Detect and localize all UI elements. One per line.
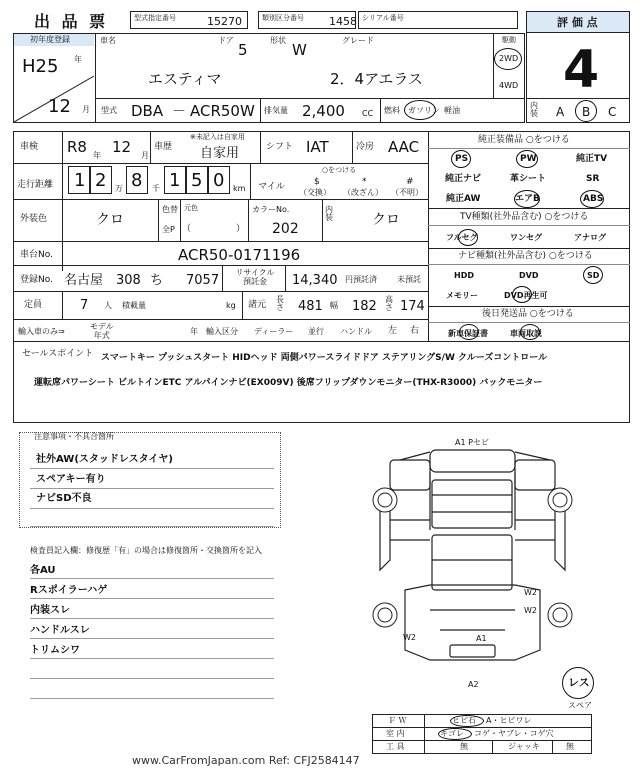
handle-left: 左 bbox=[388, 326, 398, 336]
shaken-label: 車検 bbox=[20, 142, 39, 152]
docs-warranty: 新車保証書 bbox=[448, 329, 488, 338]
model-spec-label: 型式指定番号 bbox=[134, 14, 176, 22]
docs-title: 後日発送品 ○をつける bbox=[482, 309, 574, 319]
fuel-circle bbox=[404, 100, 436, 120]
exterior-value: クロ bbox=[96, 212, 124, 228]
light-oil-label: 軽油 bbox=[444, 106, 460, 115]
inspection-item-3: 内装スレ bbox=[30, 605, 70, 616]
reg-year-unit: 年 bbox=[74, 55, 82, 64]
color-no-label: カラーNo. bbox=[252, 205, 290, 214]
tv-fullseg-circle bbox=[458, 229, 478, 246]
navi-sd: SD bbox=[587, 271, 600, 280]
mileage-digit-1: 1 bbox=[74, 170, 86, 191]
model-prefix: DBA bbox=[131, 102, 164, 120]
navi-sd-circle bbox=[583, 266, 603, 284]
color-no-value: 202 bbox=[272, 221, 299, 237]
navi-title: ナビ種類(社外品含む) ○をつける bbox=[458, 251, 593, 261]
recycle-status: 未預託 bbox=[397, 275, 421, 284]
interior-label: 内装 bbox=[530, 101, 538, 118]
equip-leather: 革シート bbox=[510, 174, 547, 184]
diagram-label-w2-left: W2 bbox=[403, 633, 416, 642]
width-label: 幅 bbox=[330, 301, 338, 310]
tv-oneseg: ワンセグ bbox=[510, 233, 542, 242]
mileage-km: km bbox=[233, 184, 246, 193]
mileage-digit-2: 2 bbox=[95, 170, 107, 191]
bottom-fw-crack: A・ヒビワレ bbox=[486, 716, 532, 725]
inspection-title: 検査員記入欄：修復歴「有」の場合は修復箇所・交換箇所を記入 bbox=[30, 546, 262, 555]
inspection-item-4: ハンドルスレ bbox=[30, 625, 90, 636]
genuine-title: 純正装備品 ○をつける bbox=[478, 135, 570, 145]
shaken-era: R8 bbox=[67, 138, 87, 156]
interior-a: A bbox=[556, 105, 565, 119]
equip-pw-circle bbox=[516, 150, 538, 168]
import-dealer: ディーラー bbox=[254, 327, 294, 336]
bottom-interior-label: 室 内 bbox=[386, 729, 405, 738]
equip-ps-circle bbox=[451, 150, 471, 168]
shift-value: IAT bbox=[306, 138, 329, 156]
meter-circle-note: ○をつける bbox=[322, 166, 357, 174]
reg-class: 308 bbox=[116, 273, 141, 288]
capacity-label: 定員 bbox=[24, 300, 43, 310]
model-year-label: モデル 年式 bbox=[90, 322, 114, 341]
capacity-unit: 人 bbox=[104, 301, 112, 310]
recycle-amount: 14,340 bbox=[292, 273, 338, 288]
reg-era-year: H25 bbox=[22, 56, 59, 77]
bottom-interior-dirt: キゴレ bbox=[440, 729, 464, 738]
capacity-value: 7 bbox=[80, 298, 89, 313]
interior-b: B bbox=[582, 105, 591, 119]
equip-airbag: エアB bbox=[515, 194, 540, 204]
selling-points-label: セールスポイント bbox=[22, 349, 94, 359]
reg-month-unit: 月 bbox=[82, 105, 90, 114]
tv-analog: アナログ bbox=[574, 233, 606, 242]
model-spec-box bbox=[130, 11, 248, 29]
drive-label: 駆動 bbox=[502, 36, 516, 44]
import-parallel: 並行 bbox=[308, 327, 324, 336]
import-class-label: 輸入区分 bbox=[206, 327, 238, 336]
shape-label: 形状 bbox=[270, 36, 286, 45]
spare-mark: レス bbox=[568, 676, 590, 689]
equip-sr: SR bbox=[586, 174, 600, 184]
grade-value: 2．4アエラス bbox=[330, 70, 423, 88]
score-title: 評 価 点 bbox=[557, 16, 598, 29]
fuel-label: 燃料 bbox=[384, 106, 400, 115]
serial-box bbox=[358, 11, 518, 29]
bottom-tools-value: 無 bbox=[460, 742, 468, 751]
history-value: 自家用 bbox=[200, 146, 240, 161]
car-name-label: 車名 bbox=[100, 36, 116, 45]
docs-manual-circle bbox=[520, 324, 540, 340]
page-title: 出 品 票 bbox=[34, 12, 109, 31]
drive-2wd: 2WD bbox=[499, 54, 519, 63]
equip-abs-circle bbox=[580, 190, 604, 208]
reg-no-label: 登録No. bbox=[20, 275, 53, 285]
meter-opt-tamper: （改ざん） bbox=[343, 188, 383, 197]
model-year-unit: 年 bbox=[190, 327, 198, 336]
class-value: 1458 bbox=[329, 15, 357, 28]
shaken-month: 12 bbox=[112, 138, 132, 156]
reg-number: 7057 bbox=[186, 273, 220, 288]
class-box bbox=[258, 11, 356, 29]
color-original-label: 元色 bbox=[184, 204, 198, 212]
grade-label: グレード bbox=[342, 36, 374, 45]
navi-dvd: DVD bbox=[519, 271, 539, 280]
chassis-label: 車台No. bbox=[20, 250, 53, 260]
mileage-man: 万 bbox=[115, 184, 123, 193]
dims-label: 諸元 bbox=[248, 300, 267, 310]
history-note: ※未記入は自家用 bbox=[190, 133, 245, 141]
width-value: 182 bbox=[352, 299, 377, 314]
bottom-jack-label: ジャッキ bbox=[508, 742, 540, 751]
car-name: エスティマ bbox=[148, 70, 222, 88]
fuel-value: ガソリン bbox=[408, 106, 440, 115]
bottom-fw-label: Ｆ Ｗ bbox=[388, 716, 407, 725]
serial-label: シリアル番号 bbox=[362, 14, 404, 22]
color-change-label: 色替 bbox=[162, 205, 178, 214]
notes-item-1: 社外AW(スタッドレスタイヤ) bbox=[36, 454, 173, 465]
bottom-tools-label: 工 具 bbox=[386, 742, 405, 751]
doors-label: ドア bbox=[218, 36, 234, 45]
mile-label: マイル bbox=[258, 182, 285, 192]
bottom-interior-circle bbox=[438, 728, 472, 740]
navi-hdd: HDD bbox=[454, 271, 474, 280]
meter-opt-unknown-sym: # bbox=[406, 177, 414, 187]
drive-2wd-circle bbox=[494, 48, 522, 70]
history-label: 車歴 bbox=[154, 142, 173, 152]
shaken-month-unit: 月 bbox=[141, 151, 149, 160]
selling-points-line2: 運転席パワーシート ビルトインETC アルパインナビ(EX009V) 後席フリップダウンモニター(THX-R3000) バックモニター bbox=[34, 378, 543, 388]
class-label: 類別区分番号 bbox=[262, 14, 304, 22]
inspection-item-5: トリムシワ bbox=[30, 645, 80, 656]
model-spec-value: 15270 bbox=[207, 15, 242, 28]
reg-kana: ち bbox=[150, 273, 164, 288]
equip-pw: PW bbox=[520, 154, 537, 164]
meter-opt-unknown: （不明） bbox=[391, 188, 423, 197]
notes-item-3: ナビSD不良 bbox=[36, 493, 92, 504]
shift-label: シフト bbox=[266, 142, 294, 152]
bottom-fw-chip: ヒビ石 bbox=[452, 716, 476, 725]
handle-label: ハンドル bbox=[340, 327, 372, 336]
diagram-label-a1-rear: A1 bbox=[476, 634, 487, 643]
notes-title: 注意事項・不具合箇所 bbox=[34, 432, 114, 441]
displacement-label: 排気量 bbox=[264, 106, 288, 115]
recycle-label: リサイクル 預託金 bbox=[235, 268, 275, 287]
tv-title: TV種類(社外品含む) ○をつける bbox=[460, 212, 589, 222]
meter-opt-exchange: （交換） bbox=[299, 188, 331, 197]
length-label: 長さ bbox=[276, 295, 284, 312]
shape-value: W bbox=[292, 41, 307, 59]
ac-value: AAC bbox=[388, 138, 420, 156]
mileage-digit-3: 8 bbox=[131, 170, 143, 191]
mileage-digit-4: 1 bbox=[169, 170, 181, 191]
footer-watermark: www.CarFromJapan.com Ref: CFJ2584147 bbox=[132, 754, 360, 767]
inspection-item-2: Rスポイラーハゲ bbox=[30, 585, 108, 596]
interior-b-circle bbox=[575, 100, 597, 122]
first-reg-label: 初年度登録 bbox=[30, 35, 70, 44]
model-label: 型式 bbox=[101, 106, 117, 115]
mileage-sen: 千 bbox=[152, 184, 160, 193]
selling-points-line1: スマートキー プッシュスタート HIDヘッド 両側パワースライドドア ステアリングS/W クルーズコントロール bbox=[101, 353, 548, 363]
equip-airbag-circle bbox=[514, 190, 540, 208]
handle-right: 右 bbox=[410, 326, 420, 336]
length-value: 481 bbox=[298, 299, 323, 314]
mileage-digit-6: 0 bbox=[213, 170, 225, 191]
diagram-label-front: A1 Pセビ bbox=[455, 438, 489, 447]
equip-ps: PS bbox=[455, 154, 469, 164]
spare-label: スペア bbox=[568, 701, 592, 710]
docs-manual: 車両取説 bbox=[510, 329, 542, 338]
all-paint-label: 全P bbox=[162, 225, 175, 234]
mileage-digit-5: 5 bbox=[191, 170, 203, 191]
diagram-label-a2: A2 bbox=[468, 680, 479, 689]
equip-aw: 純正AW bbox=[446, 194, 481, 204]
interior-color-label: 内装 bbox=[325, 205, 333, 222]
bottom-fw-circle bbox=[450, 715, 484, 727]
chassis-value: ACR50-0171196 bbox=[178, 246, 301, 264]
inspection-item-1: 各AU bbox=[30, 565, 56, 576]
meter-opt-exchange-sym: $ bbox=[314, 177, 320, 187]
interior-c: C bbox=[608, 105, 617, 119]
diagram-label-w2-right: W2 bbox=[524, 606, 537, 615]
load-label: 積載量 bbox=[122, 301, 146, 310]
meter-opt-tamper-sym: * bbox=[362, 177, 367, 187]
diagram-label-w2-right-top: W2 bbox=[524, 588, 537, 597]
docs-warranty-circle bbox=[459, 324, 479, 340]
equip-navi: 純正ナビ bbox=[445, 174, 482, 184]
height-value: 174 bbox=[400, 299, 425, 314]
score-value: 4 bbox=[563, 40, 600, 100]
drive-4wd: 4WD bbox=[499, 81, 519, 90]
navi-memory: メモリー bbox=[446, 291, 478, 300]
reg-month: 12 bbox=[48, 96, 71, 117]
bottom-jack-value: 無 bbox=[566, 742, 574, 751]
recycle-unit: 円預託済 bbox=[345, 275, 377, 284]
mileage-label: 走行距離 bbox=[17, 180, 54, 190]
equip-abs: ABS bbox=[583, 194, 604, 204]
bottom-interior-damage: コゲ・ヤブレ・コゲ穴 bbox=[474, 729, 554, 738]
shaken-year-unit: 年 bbox=[93, 151, 101, 160]
model-dash: － bbox=[172, 104, 186, 120]
model-code: ACR50W bbox=[190, 102, 255, 120]
notes-item-2: スペアキー有り bbox=[36, 474, 106, 485]
interior-color-value: クロ bbox=[372, 212, 400, 228]
exterior-label: 外装色 bbox=[20, 214, 48, 224]
load-kg: kg bbox=[226, 301, 236, 310]
doors-value: 5 bbox=[238, 41, 248, 59]
ac-label: 冷房 bbox=[356, 142, 375, 152]
navi-dvd-play-circle bbox=[512, 286, 532, 303]
height-label: 高さ bbox=[385, 295, 393, 312]
displacement-value: 2,400 bbox=[302, 102, 345, 120]
equip-tv: 純正TV bbox=[576, 154, 608, 164]
cc-unit: CC bbox=[362, 109, 374, 118]
car-damage-diagram bbox=[360, 440, 590, 690]
navi-dvd-play: DVD再生可 bbox=[504, 291, 548, 300]
reg-city: 名古屋 bbox=[64, 273, 104, 288]
import-label: 輸入車のみ⇒ bbox=[18, 327, 65, 336]
tv-fullseg: フルセグ bbox=[446, 233, 478, 242]
